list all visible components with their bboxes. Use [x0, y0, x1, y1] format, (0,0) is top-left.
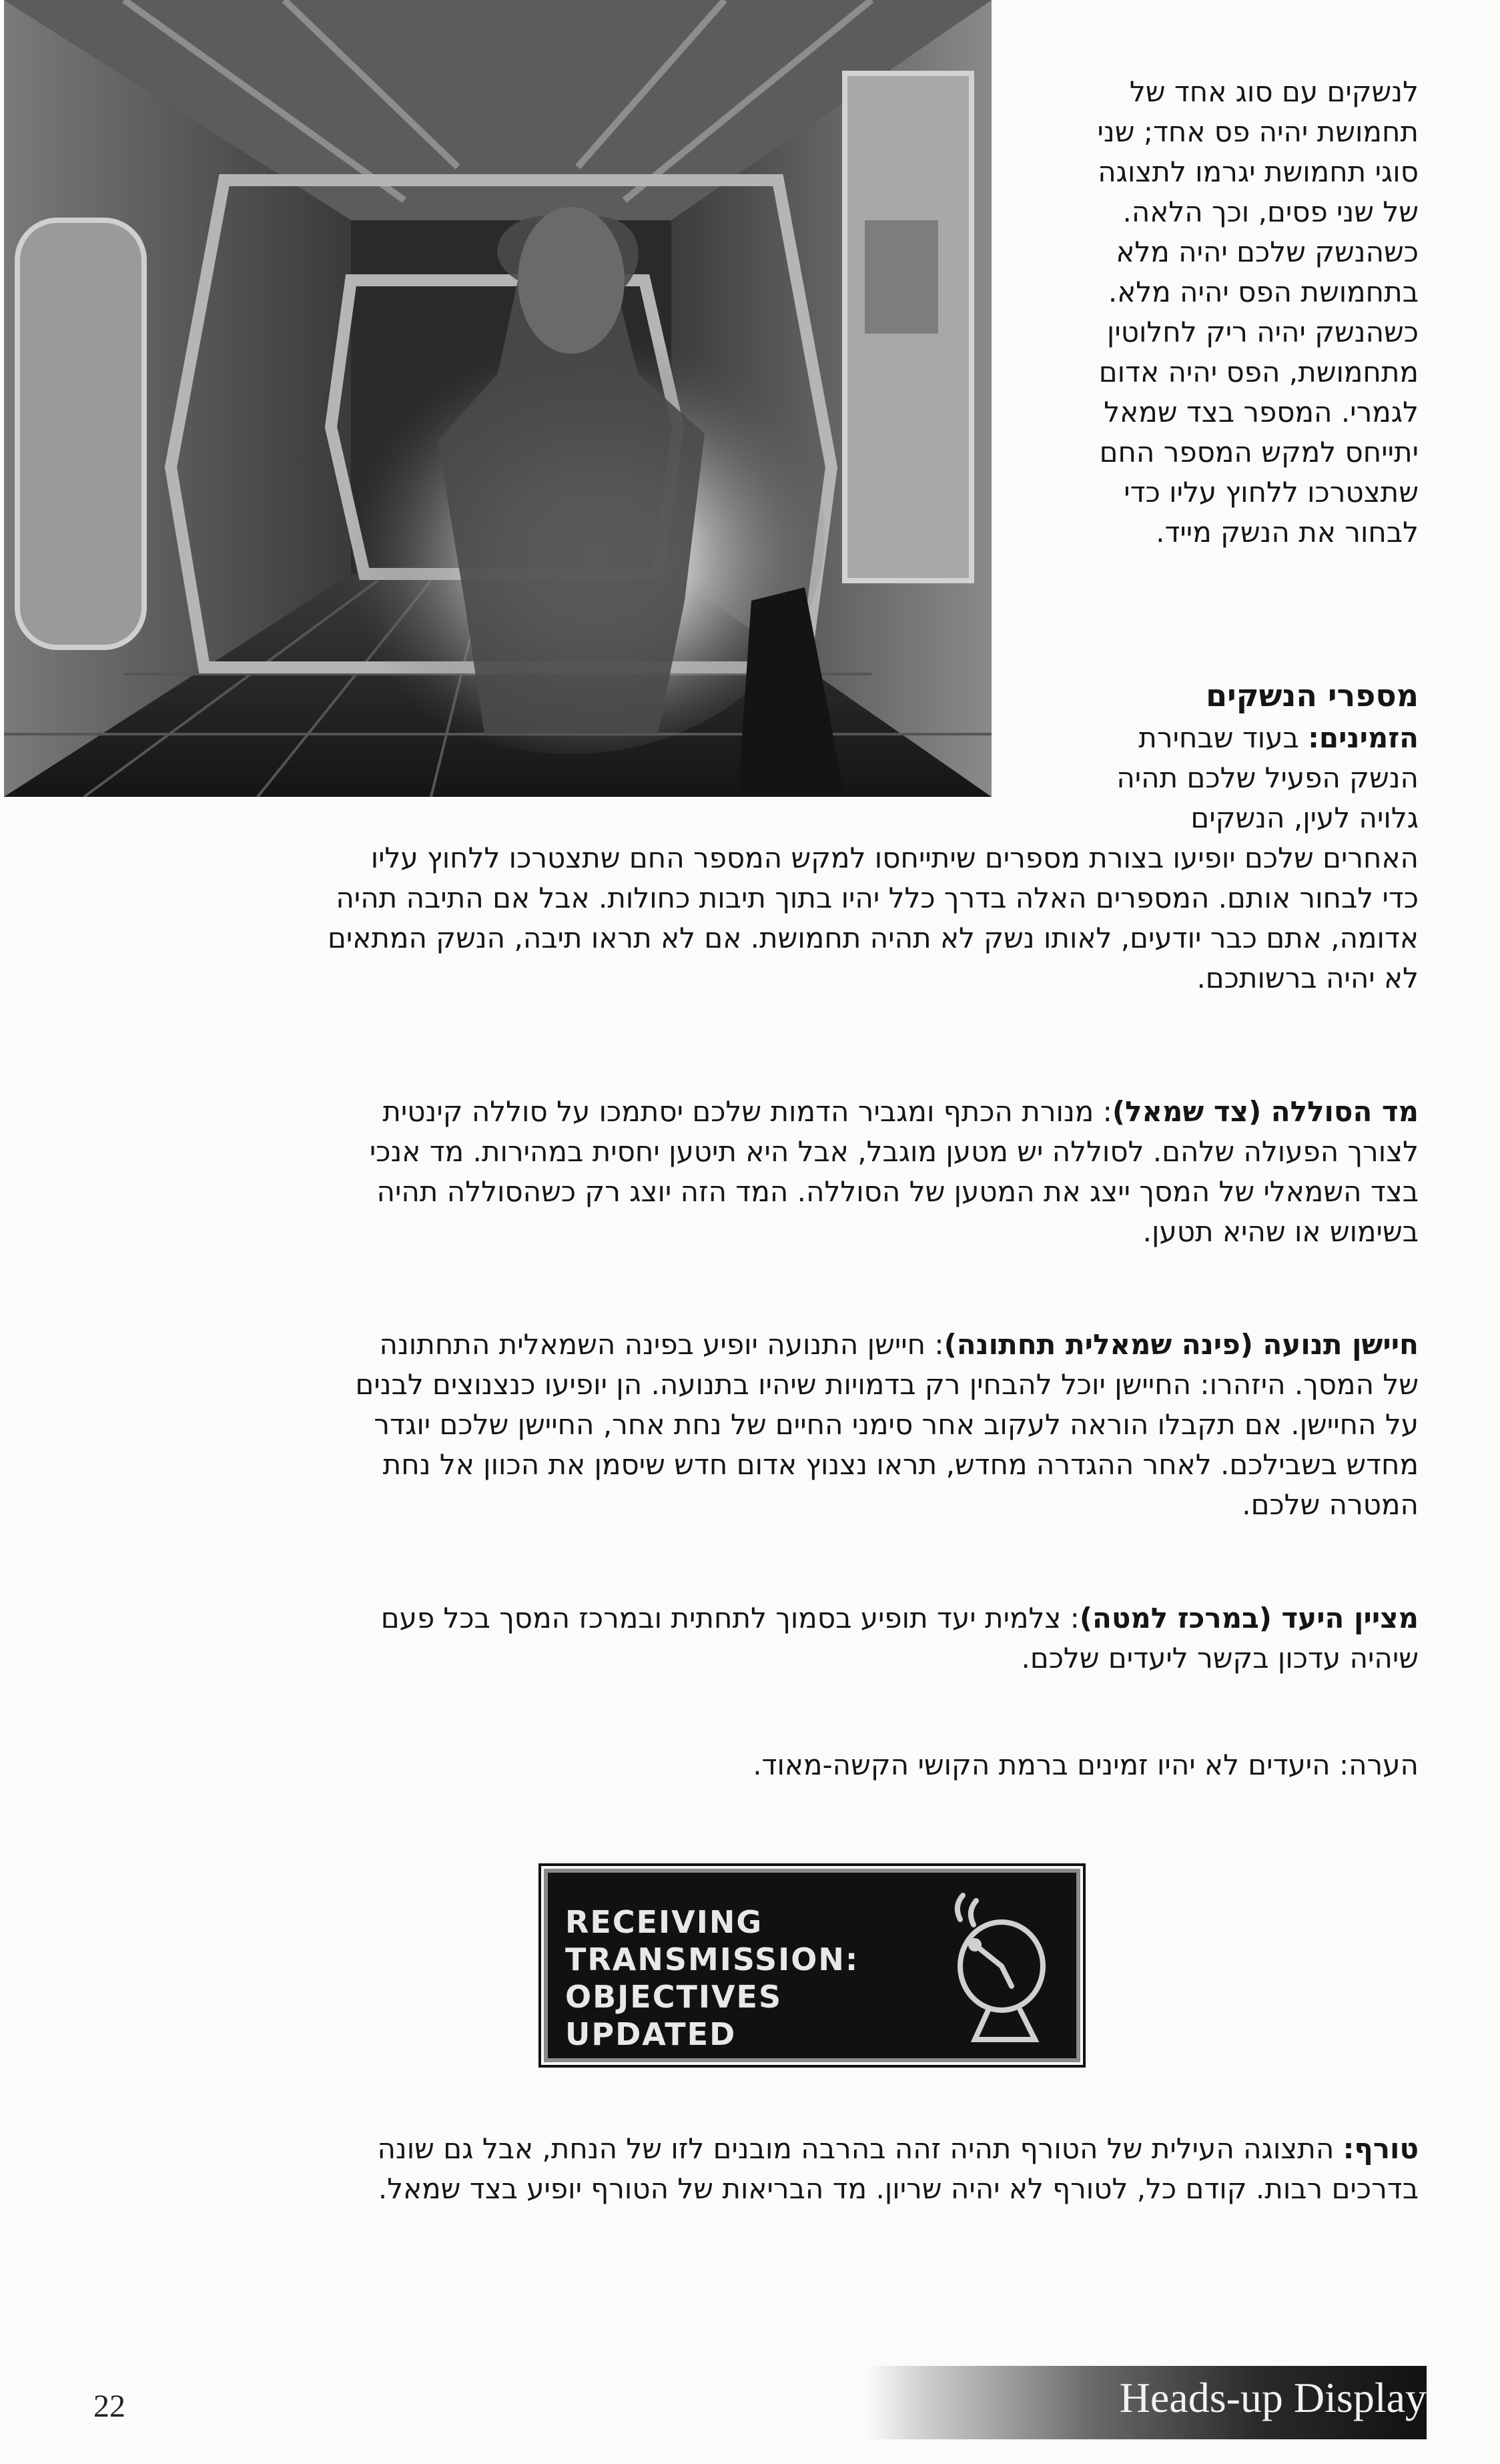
predator-paragraph: [71, 2129, 1419, 2209]
battery-meter-lead: מד הסוללה (צד שמאל): [1112, 1095, 1419, 1128]
battery-meter-paragraph: [71, 1092, 1419, 1252]
difficulty-note: הערה: היעדים לא יהיו זמינים ברמת הקושי הקשה-מאוד.: [753, 1749, 1419, 1781]
available-weapons-lead: הזמינים:: [1308, 721, 1419, 754]
transmission-badge-text: RECEIVING TRANSMISSION: OBJECTIVES UPDATED: [565, 1904, 859, 2052]
objective-indicator-text: : צלמית יעד תופיע בסמוך לתחתית ובמרכז המסך בכל פעם שיהיה עדכון בקשר ליעדים שלכם.: [380, 1602, 1419, 1674]
motion-tracker-text: : חיישן התנועה יופיע בפינה השמאלית התחתונה של המסך. היזהרו: החיישן יוכל להבחין רק בדמויות שיהיו בתנועה. הן יופיעו כנצנוצים לבנים על החיישן. אם תקבלו הוראה לעקוב אחר סימני החיים של נחת אחר, החיישן שלכם יוגדר מחדש בשבילכם. לאחר ההגדרה מחדש, תראו נצנוץ אדום חדש שיסמן את הכוון אל נחת המטרה שלכם.: [355, 1328, 1419, 1521]
available-weapons-text: בעוד שבחירת הנשק הפעיל שלכם תהיה גלויה לעין, הנשקים: [1116, 721, 1419, 834]
transmission-badge: [544, 1869, 1080, 2062]
predator-lead: טורף:: [1343, 2132, 1419, 2165]
satellite-dish-icon: [948, 1893, 1062, 2046]
ammo-bar-paragraph: לנשקים עם סוג אחד של תחמושת יהיה פס אחד; שני סוגי תחמושת יגרמו לתצוגה של שני פסים, וכך הלאה. כשהנשק שלכם יהיה מלא בתחמושת הפס יהיה מלא. כשהנשק יהיה ריק לחלוטין מתחמושת, הפס יהיה אדום לגמרי. המספר בצד שמאל יתייחס למקש המספר החם שתצטרכו ללחוץ עליו כדי לבחור את הנשק מייד.: [1097, 75, 1419, 549]
available-weapons-intro: [1012, 718, 1419, 838]
available-weapons-paragraph: האחרים שלכם יופיעו בצורת מספרים שיתייחסו למקש המספר החם שתצטרכו ללחוץ עליו כדי לבחור אותם. המספרים האלה בדרך כלל יהיו בתוך תיבות כחולות. אבל אם התיבה תהיה אדומה, אתם כבר יודעים, לאותו נשק לא תהיה תחמושת. אם לא תראו תיבה, הנשק המתאים לא יהיה ברשותכם.: [328, 842, 1419, 994]
predator-text: התצוגה העילית של הטורף תהיה זהה בהרבה מובנים לזו של הנחת, אבל גם שונה בדרכים רבות. קודם כל, לטורף לא יהיה שריון. מד הבריאות של הטורף יופיע בצד שמאל.: [377, 2132, 1419, 2205]
motion-tracker-lead: חיישן תנועה (פינה שמאלית תחתונה): [944, 1328, 1419, 1361]
objective-indicator-lead: מציין היעד (במרכז למטה): [1079, 1602, 1419, 1634]
motion-tracker-paragraph: [71, 1325, 1419, 1525]
weapon-numbers-heading: מספרי הנשקים: [1206, 677, 1419, 713]
page-number: 22: [93, 2389, 125, 2424]
game-screenshot: [4, 0, 992, 797]
section-title: Heads-up Display: [1119, 2374, 1427, 2421]
objective-indicator-paragraph: [71, 1598, 1419, 1678]
corridor-alien-scene: [4, 0, 992, 797]
battery-meter-text: : מנורת הכתף ומגביר הדמות שלכם יסתמכו על סוללה קינטית לצורך הפעולה שלהם. לסוללה יש מטען מוגבל, אבל היא תיטען יחסית במהירות. מד אנכי בצד השמאלי של המסך ייצג את המטען של הסוללה. המד הזה יוצג רק כשהסוללה תהיה בשימוש או שהיא תטען.: [369, 1095, 1419, 1248]
